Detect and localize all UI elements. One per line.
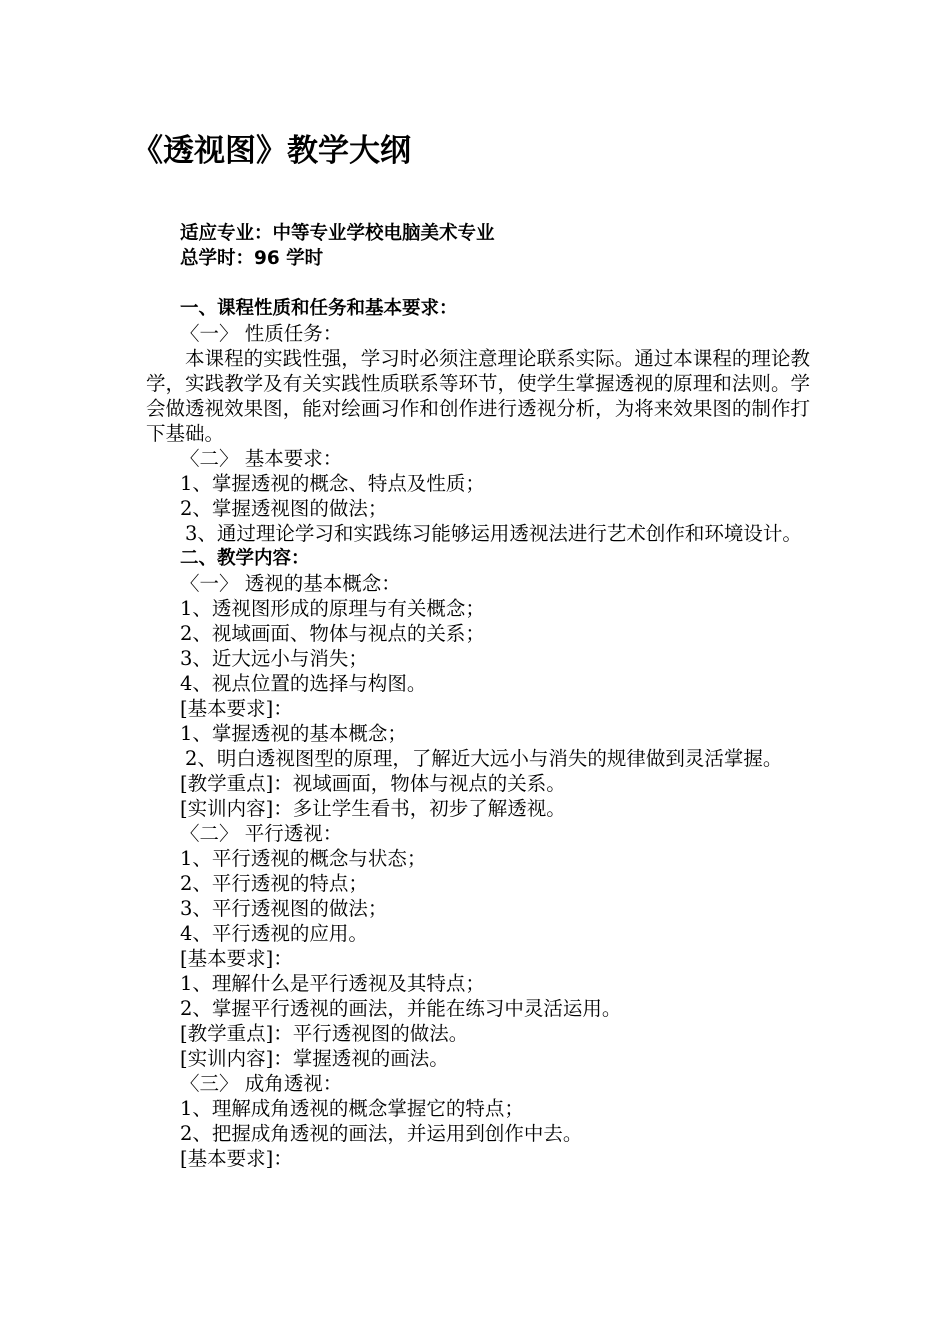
list-item: 3、通过理论学习和实践练习能够运用透视法进行艺术创作和环境设计。	[185, 522, 802, 545]
section-heading-2: 二、教学内容：	[180, 548, 310, 569]
document-title: 《透视图》教学大纲	[132, 133, 411, 169]
list-item: 1、理解成角透视的概念掌握它的特点；	[180, 1097, 524, 1120]
document-body	[146, 221, 810, 1171]
paragraph: 本课程的实践性强，学习时必须注意理论联系实际。通过本课程的理论教学，实践教学及有关实践性质联系等环节，使学生掌握透视的原理和法则。学会做透视效果图，能对绘画习作和创作进行透视分析，为将来效果图的制作打下基础。	[146, 347, 810, 445]
section-heading-1: 一、课程性质和任务和基本要求：	[180, 298, 458, 319]
list-item: 1、掌握透视的概念、特点及性质；	[180, 472, 485, 495]
total-hours: 总学时：96 学时	[180, 248, 324, 269]
subsection-title: 〈三〉 成角透视：	[180, 1072, 343, 1095]
list-item: 1、掌握透视的基本概念；	[180, 722, 407, 745]
list-item: 2、把握成角透视的画法，并运用到创作中去。	[180, 1122, 583, 1145]
list-item: 2、平行透视的特点；	[180, 872, 368, 895]
list-item: 1、理解什么是平行透视及其特点；	[180, 972, 485, 995]
subsection-title: 〈一〉 性质任务：	[180, 322, 343, 345]
subsection-title: 〈二〉 基本要求：	[180, 447, 343, 470]
spacer	[146, 271, 810, 296]
list-item: 4、平行透视的应用。	[180, 922, 368, 945]
teaching-focus: [教学重点]：视域画面，物体与视点的关系。	[180, 772, 566, 795]
teaching-focus: [教学重点]：平行透视图的做法。	[180, 1022, 469, 1045]
requirement-label: [基本要求]：	[180, 947, 293, 970]
subsection-title: 〈一〉 透视的基本概念：	[180, 572, 401, 595]
list-item: 1、平行透视的概念与状态；	[180, 847, 427, 870]
training-content: [实训内容]：掌握透视的画法。	[180, 1047, 449, 1070]
list-item: 2、掌握透视图的做法；	[180, 497, 388, 520]
subsection-title: 〈二〉 平行透视：	[180, 822, 343, 845]
list-item: 2、掌握平行透视的画法，并能在练习中灵活运用。	[180, 997, 622, 1020]
applicable-major: 适应专业：中等专业学校电脑美术专业	[180, 223, 495, 244]
list-item: 3、近大远小与消失；	[180, 647, 368, 670]
list-item: 2、明白透视图型的原理，了解近大远小与消失的规律做到灵活掌握。	[185, 747, 783, 770]
list-item: 2、视域画面、物体与视点的关系；	[180, 622, 485, 645]
training-content: [实训内容]：多让学生看书，初步了解透视。	[180, 797, 566, 820]
requirement-label: [基本要求]：	[180, 697, 293, 720]
requirement-label: [基本要求]：	[180, 1147, 293, 1170]
list-item: 4、视点位置的选择与构图。	[180, 672, 427, 695]
list-item: 1、透视图形成的原理与有关概念；	[180, 597, 485, 620]
list-item: 3、平行透视图的做法；	[180, 897, 388, 920]
